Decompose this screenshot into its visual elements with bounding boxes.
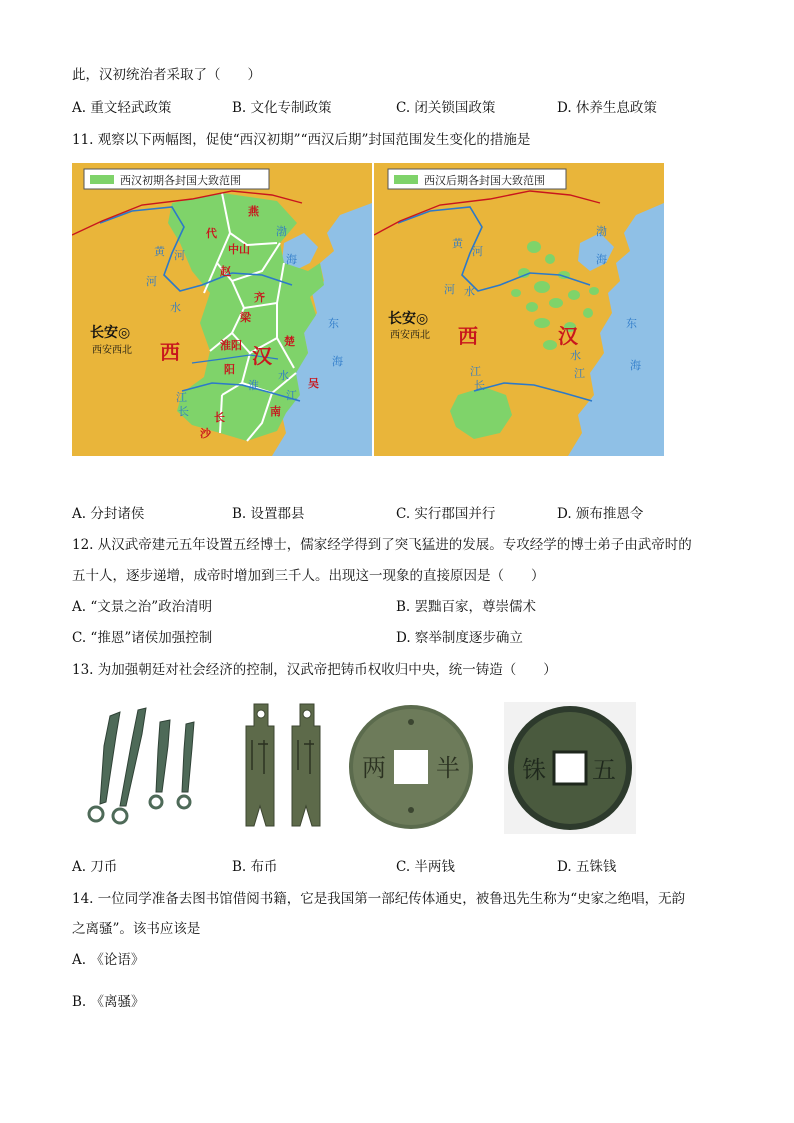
q13-option-a[interactable]: A. 刀币 [72, 859, 118, 875]
map2-label-bo: 渤 [596, 225, 607, 238]
q13-option-b[interactable]: B. 布币 [232, 859, 278, 875]
banliang-char-liang: 两 [362, 754, 386, 782]
q13-stem: 13. 为加强朝廷对社会经济的控制，汉武帝把铸币权收归中央，统一铸造（ ） [72, 662, 557, 678]
q12-stem-line2: 五十人，逐步递增，成帝时增加到三千人。出现这一现象的直接原因是（ ） [72, 568, 545, 584]
knife-coins-image [80, 706, 210, 830]
map1-legend: 西汉初期各封国大致范围 [120, 174, 241, 187]
map2-label-han: 汉 [558, 324, 578, 348]
map1-label-nan: 南 [270, 405, 281, 418]
q14-option-b[interactable]: B. 《离骚》 [72, 994, 145, 1010]
wuzhu-char-wu: 五 [592, 756, 616, 784]
map1-label-changan-sub: 西安西北 [92, 345, 132, 356]
map1-label-yan: 燕 [248, 205, 259, 218]
map2-label-changan-sub: 西安西北 [390, 330, 430, 341]
q11-stem: 11. 观察以下两幅图，促使“西汉初期”“西汉后期”封国范围发生变化的措施是 [72, 132, 531, 148]
spade-coins-image [228, 700, 340, 834]
map1-label-dong: 东 [328, 317, 339, 330]
q12-option-c[interactable]: C. “推恩”诸侯加强控制 [72, 630, 213, 646]
wuzhu-coin-image [504, 702, 636, 834]
q14-option-a[interactable]: A. 《论语》 [72, 952, 145, 968]
map1-label-huang: 黄 [154, 245, 165, 258]
map1-label-he: 河 [174, 249, 185, 262]
map1-label-yang: 阳 [224, 363, 235, 376]
map1-label-bo: 渤 [276, 225, 287, 238]
map1-label-jiang2: 江 [176, 391, 187, 404]
map2-label-hai1: 海 [596, 253, 607, 266]
map1-label-xi: 西 [160, 340, 180, 364]
map2-label-changan: 长安◎ [388, 311, 429, 327]
map2-label-huai-shui: 水 [570, 349, 581, 362]
map1-label-zhongshan: 中山 [228, 243, 250, 256]
map1-label-dai: 代 [206, 227, 217, 240]
q12-option-a[interactable]: A. “文景之治”政治清明 [72, 599, 213, 615]
q10-option-c[interactable]: C. 闭关锁国政策 [396, 100, 496, 116]
q12-option-d[interactable]: D. 察举制度逐步确立 [396, 630, 523, 646]
q11-option-d[interactable]: D. 颁布推恩令 [557, 506, 644, 522]
map2-label-he2: 河 [444, 283, 455, 296]
q14-stem-line2: 之离骚”。该书应该是 [72, 921, 201, 937]
map1-label-liang: 梁 [240, 311, 251, 324]
q11-option-b[interactable]: B. 设置郡县 [232, 506, 305, 522]
map2-label-xi: 西 [458, 324, 478, 348]
map1-label-jiang: 江 [286, 389, 297, 402]
map1-label-wu: 吴 [308, 377, 319, 390]
q10-option-a[interactable]: A. 重文轻武政策 [72, 100, 172, 116]
wuzhu-char-zhu: 铢 [522, 756, 546, 784]
map-late-western-han [374, 163, 664, 456]
q14-stem-line1: 14. 一位同学准备去图书馆借阅书籍，它是我国第一部纪传体通史，被鲁迅先生称为“史家之绝唱，无韵 [72, 891, 686, 907]
q10-option-b[interactable]: B. 文化专制政策 [232, 100, 332, 116]
map1-label-chu: 楚 [284, 335, 295, 348]
map2-legend: 西汉后期各封国大致范围 [424, 174, 545, 187]
map1-label-qi: 齐 [254, 291, 265, 304]
q11-option-c[interactable]: C. 实行郡国并行 [396, 506, 496, 522]
q10-stem-tail: 此，汉初统治者采取了（ ） [72, 67, 261, 83]
map2-label-dong: 东 [626, 317, 637, 330]
map1-label-han: 汉 [252, 344, 272, 368]
q12-option-b[interactable]: B. 罢黜百家，尊崇儒术 [396, 599, 537, 615]
map1-label-huaiyang-1: 淮阳 [220, 339, 242, 352]
q11-option-a[interactable]: A. 分封诸侯 [72, 506, 145, 522]
q13-option-c[interactable]: C. 半两钱 [396, 859, 455, 875]
map2-label-huang: 黄 [452, 237, 463, 250]
map1-label-huai-shui: 水 [278, 369, 289, 382]
map-early-western-han [72, 163, 372, 456]
q10-option-d[interactable]: D. 休养生息政策 [557, 100, 657, 116]
map1-label-he2: 河 [146, 275, 157, 288]
map2-label-shui: 水 [464, 285, 475, 298]
q13-option-d[interactable]: D. 五铢钱 [557, 859, 617, 875]
map1-label-chang: 长 [214, 411, 225, 424]
map2-label-jiang: 江 [574, 367, 585, 380]
banliang-coin-image [346, 700, 476, 834]
map1-label-changan: 长安◎ [90, 325, 131, 341]
map1-label-shui: 水 [170, 301, 181, 314]
map1-label-sha: 沙 [200, 427, 211, 440]
map1-label-zhao: 赵 [220, 265, 231, 278]
banliang-char-ban: 半 [436, 754, 460, 782]
map1-label-hai2: 海 [332, 355, 343, 368]
map2-label-he: 河 [472, 245, 483, 258]
map1-label-hai1: 海 [286, 253, 297, 266]
map2-label-hai2: 海 [630, 359, 641, 372]
q12-stem-line1: 12. 从汉武帝建元五年设置五经博士，儒家经学得到了突飞猛进的发展。专攻经学的博士弟子由武帝时的 [72, 537, 692, 553]
map2-label-jiang2: 江 [470, 365, 481, 378]
map1-label-huai: 淮 [248, 379, 259, 392]
map2-label-changjiang: 长 [474, 379, 485, 392]
map1-label-changjiang: 长 [178, 405, 189, 418]
